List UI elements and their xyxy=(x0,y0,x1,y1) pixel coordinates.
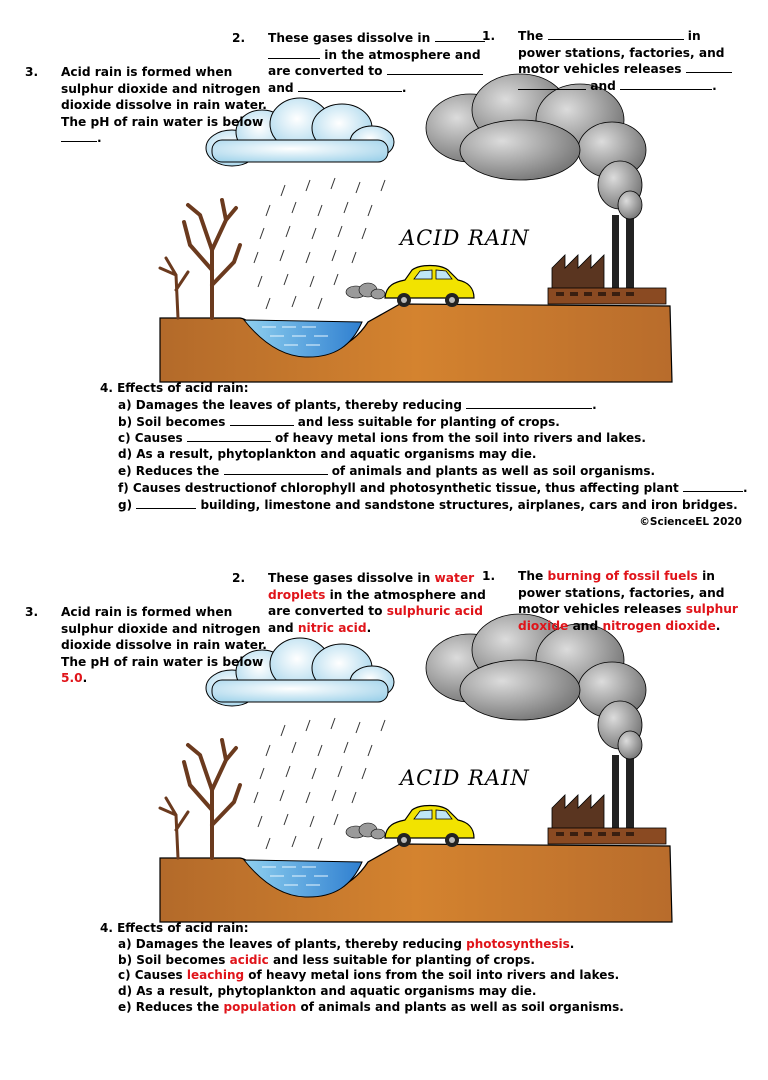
answer-text: dioxide xyxy=(518,618,569,633)
car xyxy=(385,266,474,308)
exhaust xyxy=(346,283,385,299)
answer-blank[interactable] xyxy=(298,80,402,92)
effects-heading: 4. Effects of acid rain: xyxy=(100,381,249,395)
answer-blank[interactable] xyxy=(230,414,294,426)
answer-blank[interactable] xyxy=(683,480,743,492)
question-number: 1. xyxy=(482,29,496,43)
q3-line1: Acid rain is formed when xyxy=(61,65,233,79)
ground xyxy=(160,844,672,922)
question-number: 3. xyxy=(25,65,39,79)
q2-end: . xyxy=(401,80,407,95)
answer-blank[interactable] xyxy=(620,78,712,90)
q2-text: are converted to xyxy=(268,604,383,618)
effect-item: c) Causes of heavy metal ions from the soil into rivers and lakes. xyxy=(118,431,646,446)
answer-blank[interactable] xyxy=(61,130,97,142)
q1-text: and xyxy=(572,618,599,633)
answer-text: population xyxy=(223,999,297,1014)
question-3 xyxy=(25,64,281,147)
answer-blank[interactable] xyxy=(187,430,271,442)
q2-text: These gases dissolve in xyxy=(268,571,431,585)
effect-item: a) Damages the leaves of plants, thereby reducing photosynthesis. xyxy=(118,936,575,951)
question-number: 1. xyxy=(482,569,496,583)
answer-blank[interactable] xyxy=(224,463,328,475)
answer-text: sulphuric acid xyxy=(386,604,483,618)
q3-line3: dioxide dissolve in rain water. xyxy=(61,638,267,652)
answer-text: nitric acid xyxy=(297,620,367,635)
answer-text: burning of fossil fuels xyxy=(547,569,698,583)
q3-line1: Acid rain is formed when xyxy=(61,605,233,619)
answer-blank[interactable] xyxy=(136,497,196,509)
question-number: 3. xyxy=(25,605,39,619)
q1-text: motor vehicles releases xyxy=(518,602,682,616)
answer-blank[interactable] xyxy=(686,61,732,73)
answer-text: sulphur xyxy=(685,602,738,616)
effect-item: b) Soil becomes and less suitable for planting of crops. xyxy=(118,414,560,429)
effect-item: d) As a result, phytoplankton and aquatic organisms may die. xyxy=(118,447,537,462)
answer-text: nitrogen dioxide xyxy=(602,618,716,633)
q3-end: . xyxy=(97,131,102,145)
q1-end: . xyxy=(712,78,717,93)
car xyxy=(385,806,474,848)
illustration-title: ACID RAIN xyxy=(400,766,530,790)
q1-end: . xyxy=(715,618,721,633)
effects-of-acid-rain xyxy=(100,381,760,513)
answer-blank[interactable] xyxy=(548,28,684,40)
q3-line2: sulphur dioxide and nitrogen xyxy=(61,81,261,96)
dead-tree xyxy=(160,200,240,318)
answer-blank[interactable] xyxy=(435,30,485,42)
q1-text: in xyxy=(702,569,715,583)
q1-text: in xyxy=(687,29,701,43)
ground xyxy=(160,304,672,382)
q1-text: The xyxy=(518,29,544,43)
answer-text: water xyxy=(434,571,475,585)
question-1-answered xyxy=(482,568,748,634)
factory xyxy=(548,208,666,304)
effect-item: e) Reduces the population of animals and plants as well as soil organisms. xyxy=(118,999,624,1014)
q1-text: The xyxy=(518,569,544,583)
effects-of-acid-rain-answered xyxy=(100,921,760,1016)
question-3-answered xyxy=(25,604,281,687)
question-number: 2. xyxy=(232,31,246,45)
q1-text: power stations, factories, and xyxy=(518,585,725,600)
exhaust xyxy=(346,823,385,839)
q1-text: and xyxy=(590,78,616,93)
q2-text: in the atmosphere and xyxy=(329,587,486,602)
answer-blank[interactable] xyxy=(466,397,592,409)
effect-item: c) Causes leaching of heavy metal ions from the soil into rivers and lakes. xyxy=(118,968,620,983)
q2-text: are converted to xyxy=(268,64,383,78)
q3-line4: The pH of rain water is below xyxy=(61,654,264,669)
q2-end: . xyxy=(366,620,372,635)
effect-item: a) Damages the leaves of plants, thereby reducing . xyxy=(118,397,597,412)
answer-text: leaching xyxy=(186,968,245,983)
factory xyxy=(548,748,666,844)
q3-line4: The pH of rain water is below xyxy=(61,114,264,129)
effect-item: g) building, limestone and sandstone structures, airplanes, cars and iron bridges. xyxy=(118,497,738,512)
q3-end: . xyxy=(82,671,88,685)
illustration-title: ACID RAIN xyxy=(400,226,530,250)
dead-tree xyxy=(160,740,240,858)
q3-line3: dioxide dissolve in rain water. xyxy=(61,98,267,112)
question-1 xyxy=(482,28,748,94)
answer-blank[interactable] xyxy=(518,78,586,90)
q2-text: in the atmosphere and xyxy=(324,47,481,62)
answer-text: acidic xyxy=(229,952,269,967)
q2-text: and xyxy=(268,620,294,635)
q2-text: and xyxy=(268,80,294,95)
answer-blank[interactable] xyxy=(387,63,483,75)
question-number: 2. xyxy=(232,571,246,585)
answer-text: 5.0 xyxy=(61,671,83,685)
q1-text: power stations, factories, and xyxy=(518,45,725,60)
effect-item: b) Soil becomes acidic and less suitable for planting of crops. xyxy=(118,952,535,967)
copyright-credit: ©ScienceEL 2020 xyxy=(639,516,742,528)
answer-text: photosynthesis xyxy=(466,936,570,951)
effect-item: e) Reduces the of animals and plants as well as soil organisms. xyxy=(118,463,656,478)
q3-line2: sulphur dioxide and nitrogen xyxy=(61,621,261,636)
effect-item: f) Causes destructionof chlorophyll and photosynthetic tissue, thus affecting plant . xyxy=(118,480,748,495)
question-2-answered xyxy=(232,570,493,636)
question-2 xyxy=(232,30,493,96)
worksheet-answers xyxy=(0,540,768,1080)
effect-item: d) As a result, phytoplankton and aquatic organisms may die. xyxy=(118,984,537,999)
answer-blank[interactable] xyxy=(268,47,320,59)
effects-heading: 4. Effects of acid rain: xyxy=(100,921,249,935)
q2-text: These gases dissolve in xyxy=(268,31,431,45)
answer-text: droplets xyxy=(268,587,326,602)
q1-text: motor vehicles releases xyxy=(518,62,682,76)
